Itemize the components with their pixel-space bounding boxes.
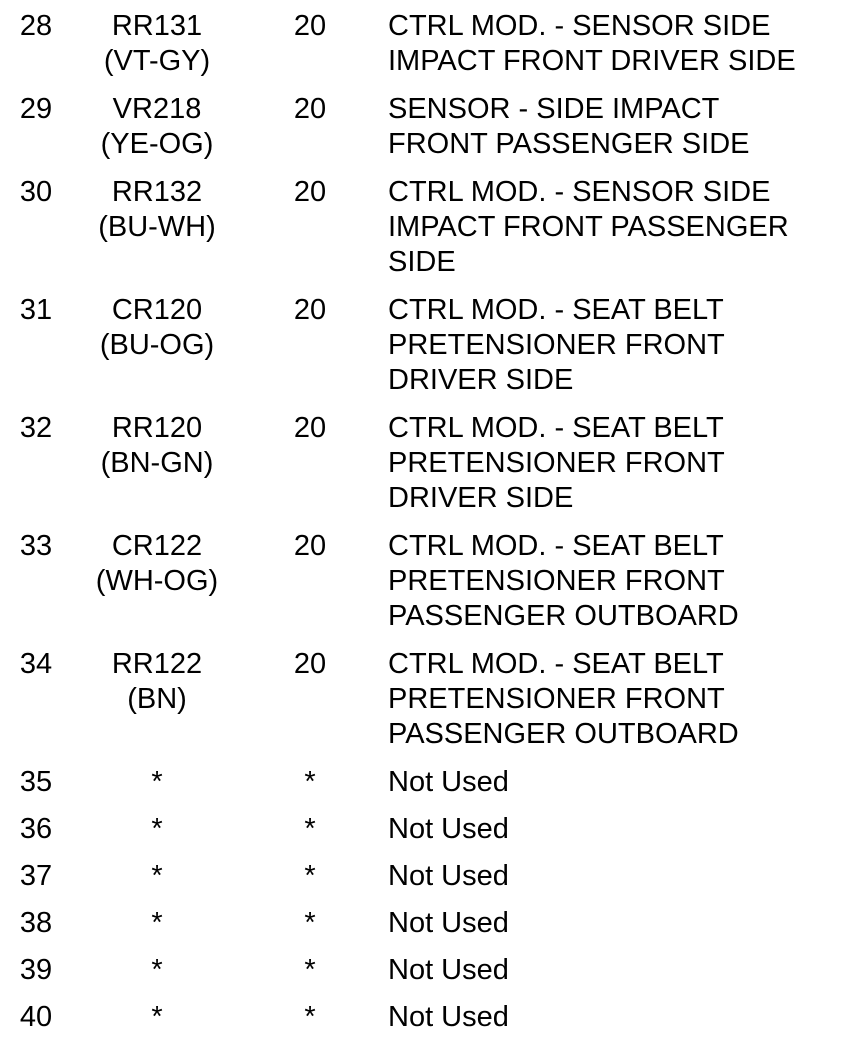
circuit-cell	[72, 1000, 242, 1035]
function-cell	[388, 9, 843, 79]
cavity-number: 32	[19, 412, 53, 444]
function-cell	[388, 92, 843, 162]
function-line: DRIVER SIDE	[388, 482, 574, 514]
circuit-cell	[72, 529, 242, 599]
function-cell	[388, 411, 843, 516]
function-line: Not Used	[388, 954, 509, 986]
function-line: PRETENSIONER FRONT	[388, 447, 725, 479]
wire-gauge: *	[304, 766, 316, 798]
wire-color: (BN)	[127, 683, 187, 715]
function-cell	[388, 812, 843, 847]
circuit-id: CR122	[111, 530, 203, 562]
wire-color: (WH-OG)	[95, 565, 219, 597]
cavity-number: 33	[19, 530, 53, 562]
circuit-id: RR131	[111, 10, 203, 42]
function-cell	[388, 647, 843, 752]
function-cell	[388, 1000, 843, 1035]
cavity-number: 31	[19, 294, 53, 326]
circuit-cell	[72, 765, 242, 800]
function-line: CTRL MOD. - SEAT BELT	[388, 530, 724, 562]
function-line: CTRL MOD. - SEAT BELT	[388, 412, 724, 444]
function-line: Not Used	[388, 907, 509, 939]
circuit-id: *	[151, 1001, 163, 1033]
table-row	[0, 812, 843, 859]
table-row	[0, 293, 843, 411]
function-line: Not Used	[388, 813, 509, 845]
wire-color: (BU-WH)	[98, 211, 216, 243]
cavity-number: 37	[19, 860, 53, 892]
circuit-cell	[72, 859, 242, 894]
connector-pinout-table	[0, 9, 843, 1047]
function-line: SIDE	[388, 246, 456, 278]
circuit-cell	[72, 906, 242, 941]
wire-gauge: 20	[293, 648, 327, 680]
function-line: Not Used	[388, 766, 509, 798]
wire-gauge: 20	[293, 176, 327, 208]
circuit-cell	[72, 175, 242, 245]
wire-color: (VT-GY)	[103, 45, 211, 77]
circuit-cell	[72, 812, 242, 847]
circuit-cell	[72, 647, 242, 717]
table-row	[0, 9, 843, 92]
circuit-id: RR122	[111, 648, 203, 680]
wire-color: (BU-OG)	[99, 329, 215, 361]
cavity-number: 36	[19, 813, 53, 845]
circuit-cell	[72, 953, 242, 988]
wire-gauge: *	[304, 907, 316, 939]
wire-gauge: 20	[293, 10, 327, 42]
function-line: Not Used	[388, 1001, 509, 1033]
circuit-cell	[72, 411, 242, 481]
table-row	[0, 765, 843, 812]
cavity-number: 35	[19, 766, 53, 798]
function-line: CTRL MOD. - SEAT BELT	[388, 648, 724, 680]
circuit-id: *	[151, 907, 163, 939]
wire-gauge: 20	[293, 530, 327, 562]
wire-gauge: *	[304, 954, 316, 986]
circuit-id: VR218	[112, 93, 202, 125]
function-line: PRETENSIONER FRONT	[388, 683, 725, 715]
wire-gauge: 20	[293, 412, 327, 444]
table-row	[0, 529, 843, 647]
cavity-number: 28	[19, 10, 53, 42]
circuit-id: RR120	[111, 412, 203, 444]
table-row	[0, 647, 843, 765]
function-line: PRETENSIONER FRONT	[388, 329, 725, 361]
table-row	[0, 906, 843, 953]
cavity-number: 29	[19, 93, 53, 125]
function-cell	[388, 953, 843, 988]
function-line: CTRL MOD. - SENSOR SIDE	[388, 176, 771, 208]
cavity-number: 38	[19, 907, 53, 939]
function-cell	[388, 859, 843, 894]
function-line: PASSENGER OUTBOARD	[388, 718, 739, 750]
wire-gauge: 20	[293, 294, 327, 326]
function-line: PRETENSIONER FRONT	[388, 565, 725, 597]
circuit-cell	[72, 92, 242, 162]
table-row	[0, 411, 843, 529]
function-line: IMPACT FRONT PASSENGER	[388, 211, 789, 243]
wire-gauge: *	[304, 860, 316, 892]
function-cell	[388, 529, 843, 634]
function-line: CTRL MOD. - SEAT BELT	[388, 294, 724, 326]
function-line: CTRL MOD. - SENSOR SIDE	[388, 10, 771, 42]
circuit-id: RR132	[111, 176, 203, 208]
cavity-number: 30	[19, 176, 53, 208]
function-cell	[388, 906, 843, 941]
table-row	[0, 175, 843, 293]
wire-gauge: *	[304, 1001, 316, 1033]
table-row	[0, 953, 843, 1000]
circuit-id: *	[151, 860, 163, 892]
circuit-id: *	[151, 813, 163, 845]
cavity-number: 39	[19, 954, 53, 986]
table-row	[0, 92, 843, 175]
circuit-id: *	[151, 954, 163, 986]
wire-gauge: *	[304, 813, 316, 845]
function-cell	[388, 293, 843, 398]
table-row	[0, 1000, 843, 1047]
function-cell	[388, 175, 843, 280]
circuit-cell	[72, 293, 242, 363]
wire-color: (BN-GN)	[100, 447, 214, 479]
function-line: IMPACT FRONT DRIVER SIDE	[388, 45, 796, 77]
cavity-number: 34	[19, 648, 53, 680]
circuit-cell	[72, 9, 242, 79]
function-line: Not Used	[388, 860, 509, 892]
function-cell	[388, 765, 843, 800]
function-line: PASSENGER OUTBOARD	[388, 600, 739, 632]
circuit-id: CR120	[111, 294, 203, 326]
function-line: SENSOR - SIDE IMPACT	[388, 93, 720, 125]
wire-gauge: 20	[293, 93, 327, 125]
wire-color: (YE-OG)	[100, 128, 214, 160]
function-line: DRIVER SIDE	[388, 364, 574, 396]
table-row	[0, 859, 843, 906]
circuit-id: *	[151, 766, 163, 798]
function-line: FRONT PASSENGER SIDE	[388, 128, 750, 160]
cavity-number: 40	[19, 1001, 53, 1033]
